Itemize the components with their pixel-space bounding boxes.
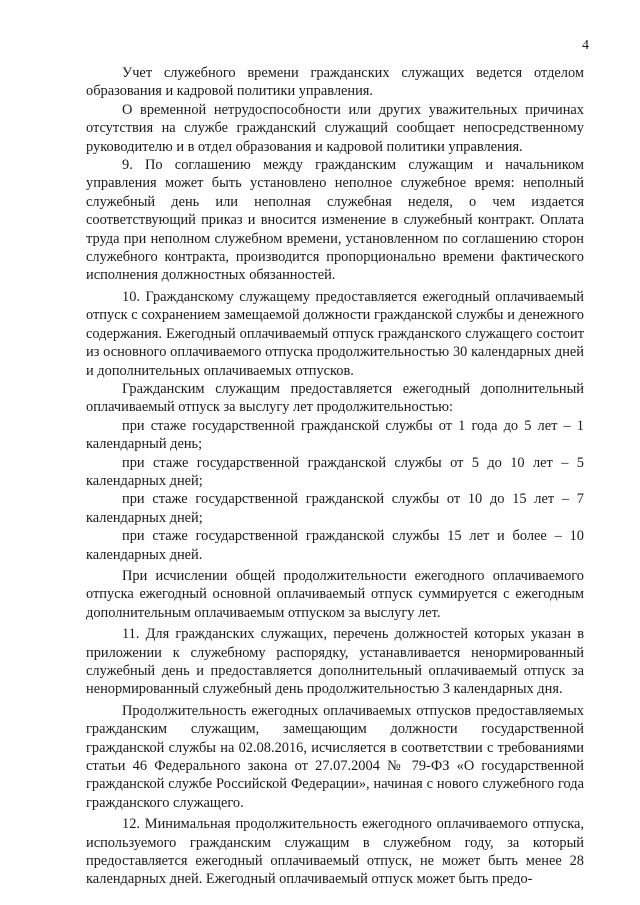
document-body [86,64,584,889]
paragraph-service-time-accounting: Учет служебного времени гражданских служащих ведется отделом образования и кадровой политики управления. [86,65,584,100]
list-item-seniority-5-10: при стаже государственной гражданской службы от 5 до 10 лет – 5 календарных дней; [86,454,584,489]
paragraph-total-leave-calculation: При исчислении общей продолжительности ежегодного оплачиваемого отпуска ежегодный основной оплачиваемый отпуск суммируется с ежегодным дополнительным оплачиваемым отпуском за выслугу лет. [86,567,584,621]
page-number: 4 [582,38,589,53]
paragraph-9-part-time: 9. По соглашению между гражданским служащим и начальником управления может быть установлено неполное служебное время: неполный служебный день или неполная служебная неделя, о чем издается соответствующий приказ и вносится изменение в служебный контракт. Оплата труда при неполном служебном времени, установленном по соглашению сторон служебного контракта, производится пропорционально времени фактического исполнения должностных обязанностей. [86,157,584,284]
list-item-seniority-15-plus: при стаже государственной гражданской службы 15 лет и более – 10 календарных дней. [86,528,584,563]
paragraph-12-minimum-leave: 12. Минимальная продолжительность ежегодного оплачиваемого отпуска, используемого гражданским служащим в служебном году, за который предоставляется ежегодный оплачиваемый отпуск, не может быть менее 28 календарных дней. Ежегодный оплачиваемый отпуск может быть предо- [86,816,584,888]
paragraph-10-annual-leave: 10. Гражданскому служащему предоставляется ежегодный оплачиваемый отпуск с сохранением замещаемой должности гражданской службы и денежного содержания. Ежегодный оплачиваемый отпуск гражданского служащего состоит из основного оплачиваемого отпуска продолжительностью 30 календарных дней и дополнительных оплачиваемых отпусков. [86,288,584,379]
paragraph-seniority-leave-intro: Гражданским служащим предоставляется ежегодный дополнительный оплачиваемый отпуск за выслугу лет продолжительностью: [86,380,584,416]
list-item-seniority-10-15: при стаже государственной гражданской службы от 10 до 15 лет – 7 календарных дней; [86,491,584,526]
list-item-seniority-1-5: при стаже государственной гражданской службы от 1 года до 5 лет – 1 календарный день; [86,417,584,453]
paragraph-leave-duration-2016: Продолжительность ежегодных оплачиваемых отпусков предоставляемых гражданским служащим, замещающим должности государственной гражданской службы на 02.08.2016, исчисляется в соответствии с требованиями статьи 46 Федерального закона от 27.07.2004 № 79-ФЗ «О государственной гражданской службе Российской Федерации», начиная с нового служебного года гражданского служащего. [86,702,584,811]
paragraph-11-irregular-day: 11. Для гражданских служащих, перечень должностей которых указан в приложении к служебному распорядку, устанавливается ненормированный служебный день и предоставляется дополнительный оплачиваемый отпуск за ненормированный служебный день продолжительностью 3 календарных дня. [86,626,584,698]
paragraph-absence-notice: О временной нетрудоспособности или других уважительных причинах отсутствия на службе гражданский служащий сообщает непосредственному руководителю и в отдел образования и кадровой политики управления. [86,101,584,155]
